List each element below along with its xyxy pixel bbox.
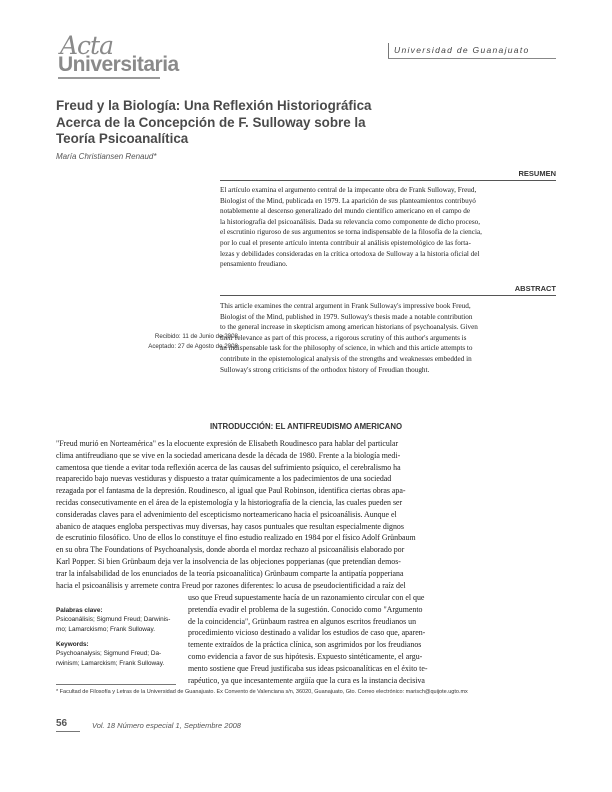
article-dates [140, 332, 238, 351]
resumen-line: pensamiento freudiano. [220, 260, 288, 269]
received-date: Recibido: 11 de Junio de 2008 [154, 333, 238, 340]
keywords-en-title: Keywords: [56, 641, 89, 648]
body-line: como evidencia a favor de sus hipótesis. Expuesto sintéticamente, el argu- [188, 651, 423, 661]
journal-logo-script: Acta [60, 31, 114, 60]
journal-logo: Universitaria [58, 53, 179, 76]
section-heading: INTRODUCCIÓN: EL ANTIFREUDISMO AMERICANO [209, 422, 403, 431]
body-line: clima antifreudiano que se vive en la sociedad americana desde la década de 1980. Frente a la biología medi- [56, 450, 401, 460]
abstract-text [220, 301, 556, 375]
body-line: abanico de ataques engloba perspectivas muy diversas, hay casos puntuales que resultan especialmente dignos [56, 521, 404, 531]
resumen-line: el escrutinio riguroso de sus argumentos se torna indispensable de la filosofía de la ciencia, [220, 228, 482, 237]
abstract-rule [220, 295, 556, 296]
title-line: Teoría Psicoanalítica [56, 131, 189, 146]
abstract-line: This article examines the central argument in Frank Sulloway's impressive book Freud, [220, 302, 471, 310]
body-line: "Freud murió en Norteamérica" es la elocuente expresión de Elisabeth Roudinesco para hablar del particular [56, 439, 399, 448]
keywords-en-line: Psychoanalysis; Sigmund Freud; Da- [56, 650, 162, 658]
keywords-es-line: Psicoanálisis; Sigmund Freud; Darwinis- [56, 616, 171, 624]
footnote-rule [56, 684, 176, 685]
page-number-underline [56, 731, 80, 732]
article-title [56, 98, 476, 148]
abstract-line: Sulloway's strong criticisms of the orthodox history of Freudian thought. [220, 365, 430, 374]
header-rule [388, 58, 556, 59]
issue-info: Vol. 18 Número especial 1, Septiembre 2008 [92, 721, 241, 730]
footnote: * Facultad de Filosofía y Letras de la Universidad de Guanajuato. Ex Convento de Valenciana s/n, 36020, Guanajuato, Gto. Correo electrónico: marisch@quijote.ugto.mx [56, 689, 468, 695]
abstract-line: Biologist of the Mind, published in 1979. Sulloway's thesis made a notable contribution [220, 312, 473, 321]
keywords-es-title: Palabras clave: [56, 607, 103, 614]
body-line: hacia el psicoanálisis y arremete contra Freud por razones diferentes: lo acusa de pseudocientificidad a raíz del [56, 580, 406, 590]
keywords-es-line: mo; Lamarckismo; Frank Sulloway. [56, 625, 155, 633]
body-line: recidas consecutivamente en el área de la epistemología y la historiografía de la ciencia, las cuales pueden ser [56, 497, 403, 507]
body-line: pretendía evadir el problema de la sugestión. Conocido como "Argumento [188, 604, 423, 614]
title-line: Freud y la Biología: Una Reflexión Historiográfica [56, 98, 372, 113]
body-line: rezagada por el fantasma de la depresión. Roudinesco, al igual que Paul Robinson, identifica ciertas obras apa- [56, 486, 406, 496]
body-line: de la coincidencia", Grünbaum rastrea en algunos escritos freudianos un [188, 616, 417, 626]
body-line: procedimiento vicioso destinado a validar los estudios de caso que, aparen- [188, 628, 426, 638]
title-line: Acerca de la Concepción de F. Sulloway sobre la [56, 114, 366, 130]
resumen-rule [220, 180, 556, 181]
body-line: rapéutico, ya que incesantemente argüía que la cura es la instancia decisiva [188, 675, 425, 685]
intro-paragraph [56, 438, 556, 591]
resumen-text [220, 185, 556, 270]
logo-underline [58, 77, 160, 79]
resumen-line: por lo cual el presente artículo intenta contribuir al análisis epistemológico de las forta- [220, 238, 471, 247]
body-line: camentosa que tiende a evitar toda reflexión acerca de las causas del sufrimiento psíquico, el cerebralismo ha [56, 462, 401, 472]
resumen-line: notablemente al descenso generalizado del mundo científico americano en el campo de [220, 207, 471, 216]
resumen-line: Biologist of the Mind, publicada en 1979. La aparición de sus planteamientos contribuyó [220, 196, 476, 205]
abstract-line: contribute in the epistemological analysis of the strengths and weaknesses embedded in [220, 354, 472, 363]
resumen-label: RESUMEN [518, 169, 556, 178]
resumen-line: la historiografía del psicoanálisis. Dada su relevancia como componente de dicho proceso, [220, 217, 481, 226]
header-tick [388, 43, 389, 59]
keywords-es [56, 606, 178, 634]
resumen-line: El artículo examina el argumento central de la impecante obra de Frank Sulloway, Freud, [220, 186, 477, 194]
body-line: trar la infalsabilidad de los enunciados de la teoría psicoanalítica) Grünbaum comparte la antipatía popperiana [56, 568, 404, 578]
keywords-en-line: rwinism; Lamarckism; Frank Sulloway. [56, 659, 165, 667]
body-line: de escrutinio filosófico. Uno de ellos lo constituye el fino estudio realizado en 1984 por el físico Adolf Grünbaum [56, 533, 416, 543]
abstract-line: an indispensable task for the philosophy of science, in which and this article attempts to [220, 344, 473, 353]
intro-paragraph-narrow [188, 592, 556, 686]
body-line: consideradas claves para el advenimiento del escepticismo norteamericano hacia el psicoanálisis. Aunque el [56, 509, 397, 519]
article-author: María Christiansen Renaud* [56, 152, 157, 161]
body-line: mento sostiene que Freud justificaba sus ideas psicoanalíticas en el éxito te- [188, 663, 428, 673]
body-line: reaparecido bajo nuevas vestiduras y dispuesto a tratar químicamente a los padecimientos de una sociedad [56, 474, 392, 484]
body-line: Karl Popper. Si bien Grünbaum deja ver la insolvencia de las objeciones popperianas (que pretendían demos- [56, 556, 401, 566]
abstract-label: ABSTRACT [514, 284, 556, 293]
abstract-line: their relevance as part of this process, a rigorous scrutiny of this author's arguments is [220, 333, 467, 342]
body-line: en su obra The Foundations of Psychoanalysis, donde aborda el mordaz rechazo al psicoanálisis elaborado por [56, 545, 405, 555]
abstract-line: to the general increase in skepticism among american historians of psychoanalysis. Given [220, 323, 478, 332]
keywords-en [56, 640, 178, 668]
accepted-date: Aceptado: 27 de Agosto de 2008 [148, 342, 238, 350]
page-number: 56 [56, 718, 68, 729]
body-line: uso que Freud supuestamente hacía de un razonamiento circular con el que [188, 593, 425, 602]
body-line: temente extraídos de la práctica clínica, son asgrimidos por los freudianos [188, 640, 422, 650]
header-journal-name: Universidad de Guanajuato [394, 45, 530, 55]
running-header [388, 43, 556, 59]
resumen-line: lezas y debilidades consideradas en la crítica ortodoxa de Sulloway a la historia oficial del [220, 249, 480, 258]
